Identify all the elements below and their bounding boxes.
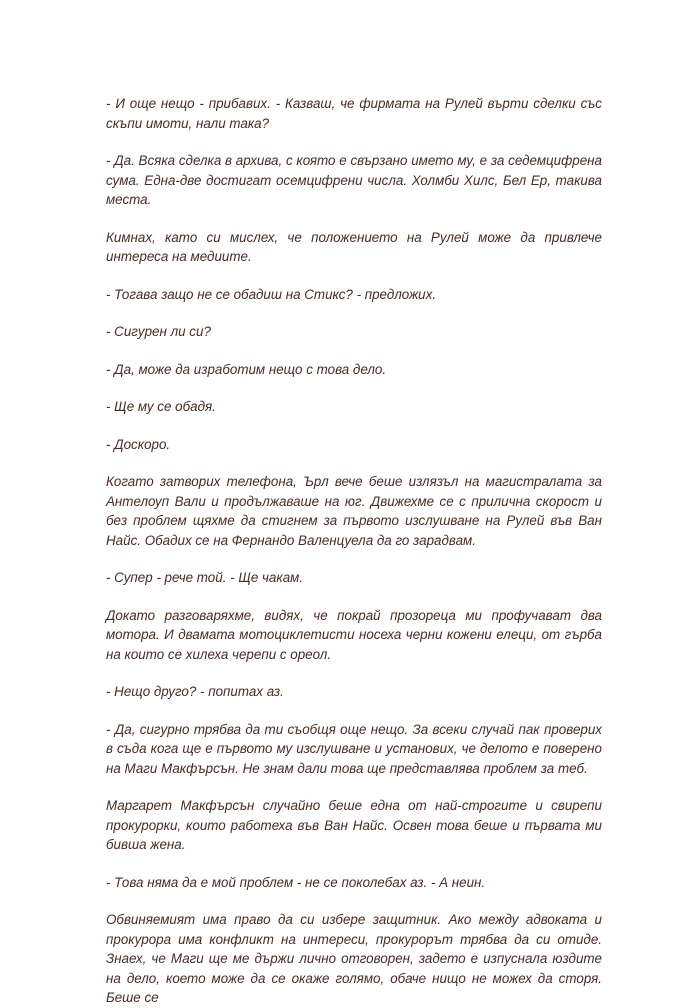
paragraph-1: - И още нещо - прибавих. - Казваш, че фирмата на Рулей върти сделки със скъпи имоти, нали така? xyxy=(106,96,602,131)
paragraph-3: Кимнах, като си мислех, че положението на Рулей може да привлече интереса на медиите. xyxy=(106,229,602,264)
paragraph-11: Докато разговаряхме, видях, че покрай прозореца ми профучават два мотора. И двамата мотоциклетисти носеха черни кожени елеци, от гърба на които се хилеха черепи с ореол. xyxy=(106,607,602,662)
paragraph-7: - Ще му се обадя. xyxy=(106,399,216,414)
paragraph-9: Когато затворих телефона, Ърл вече беше излязъл на магистралата за Антелоуп Вали и продължаваше на юг. Движехме се с прилична скорост и без проблем щяхме да стигнем за първото изслушване на Рулей във Ван Найс. Обадих се на Фернандо Валенцуела да го зарадвам. xyxy=(106,474,602,548)
paragraph-2: - Да. Всяка сделка в архива, с която е свързано името му, е за седемцифрена сума. Една-две достигат осемцифрени числа. Холмби Хилс, Бел Ер, такива места. xyxy=(106,153,602,207)
document-page xyxy=(106,94,602,1008)
paragraph-6: - Да, може да изработим нещо с това дело. xyxy=(106,361,387,377)
paragraph-16: Обвиняемият има право да си избере защитник. Ако между адвоката и прокурора има конфликт на интереси, прокурорът трябва да си отиде. Знаех, че Маги ще ме държи лично отговорен, задето е изпуснала юздите на дело, което може да се окаже голямо, обаче нищо не можех да сторя. Беше се xyxy=(106,912,602,1005)
paragraph-4: - Тогава защо не се обадиш на Стикс? - предложих. xyxy=(106,286,437,302)
paragraph-14: Маргарет Макфърсън случайно беше една от най-строгите и свирепи прокурорки, които работеха във Ван Найс. Освен това беше и първата ми бивша жена. xyxy=(106,798,602,852)
paragraph-10: - Супер - рече той. - Ще чакам. xyxy=(106,570,304,585)
paragraph-15: - Това няма да е мой проблем - не се поколебах аз. - А неин. xyxy=(106,874,486,890)
paragraph-5: - Сигурен ли си? xyxy=(106,324,211,339)
paragraph-8: - Доскоро. xyxy=(106,436,171,452)
paragraph-12: - Нещо друго? - попитах аз. xyxy=(106,684,284,699)
paragraph-13: - Да, сигурно трябва да ти съобщя още нещо. За всеки случай пак проверих в съда кога ще е първото му изслушване и установих, че делото е поверено на Маги Макфърсън. Не знам дали това ще представлява проблем за теб. xyxy=(106,721,602,776)
